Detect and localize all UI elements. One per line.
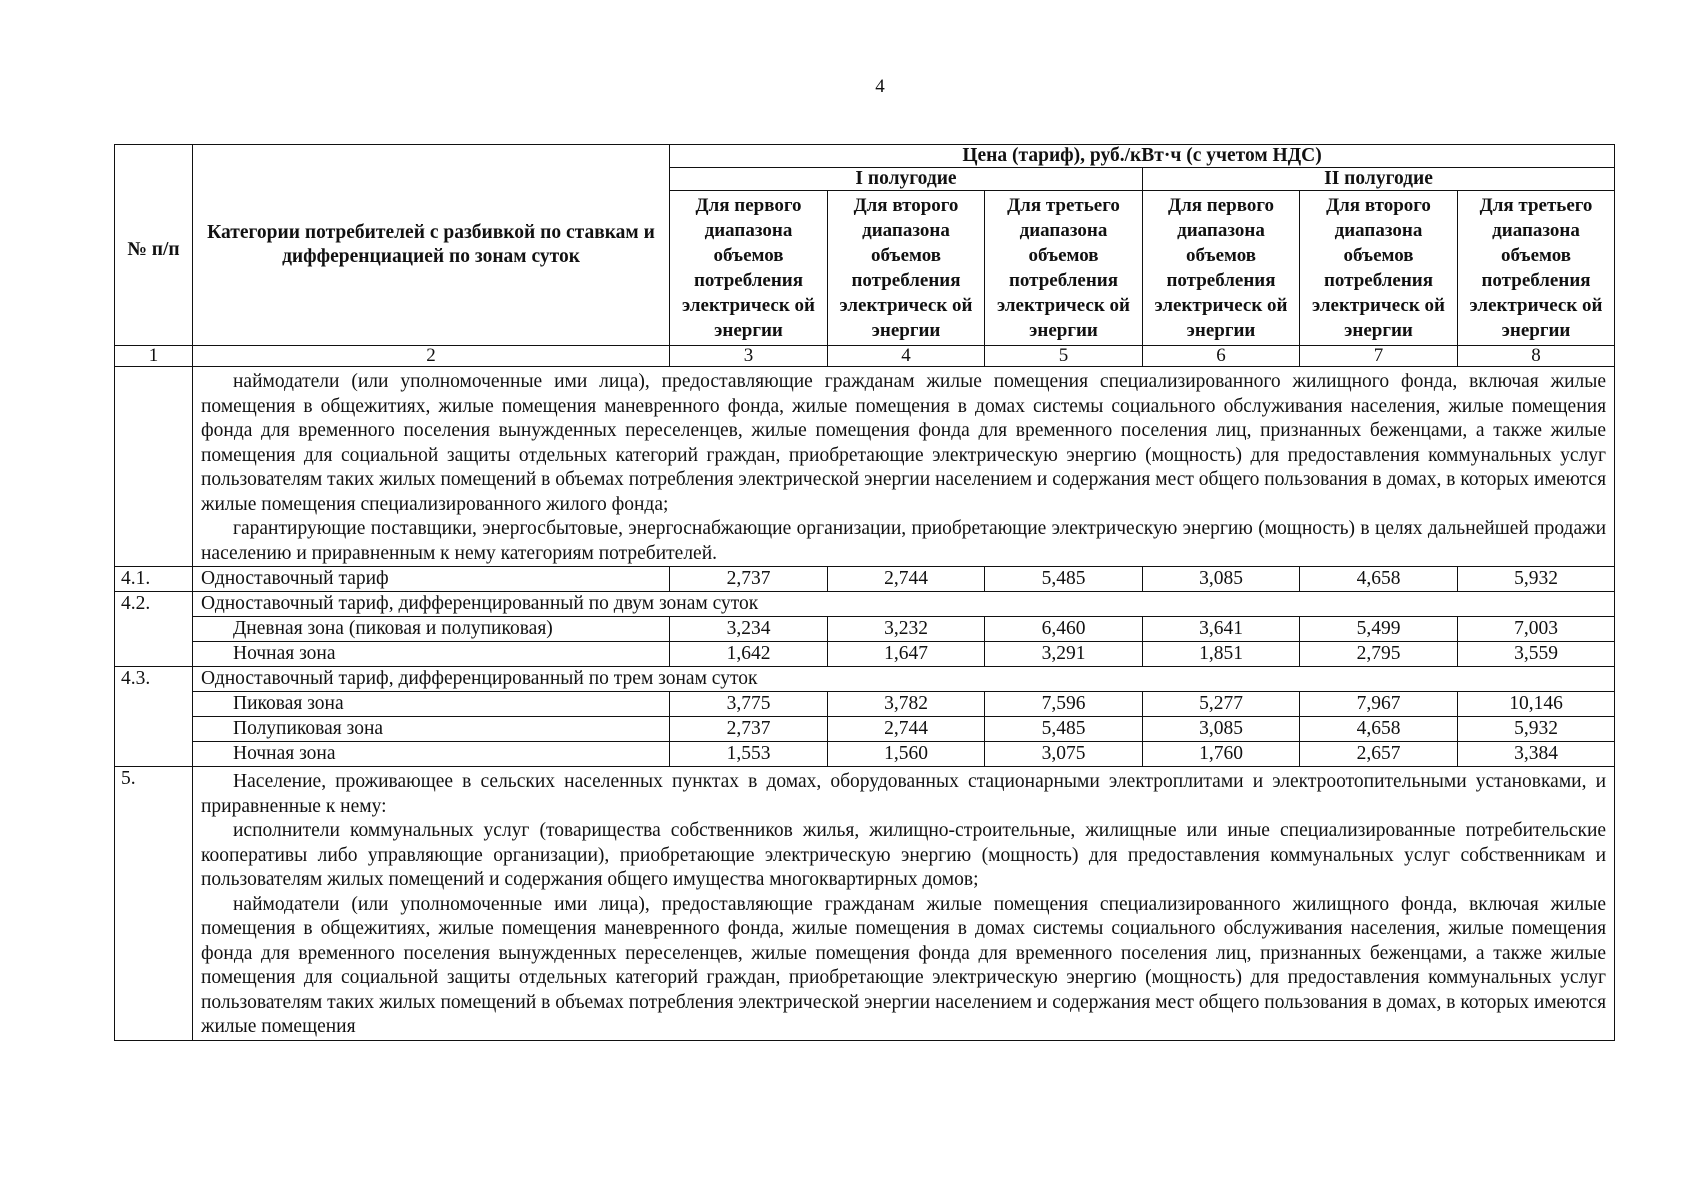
header-col-3: Для первого диапазона объемов потребления электрическ ой энергии xyxy=(670,191,828,346)
row-name: Дневная зона (пиковая и полупиковая) xyxy=(193,617,670,642)
column-index-row xyxy=(115,346,1615,367)
section-5-paragraph: исполнители коммунальных услуг (товарищества собственников жилья, жилищно-строительные, жилищные или иные специализированные потребительские кооперативы либо управляющие организации), приобретающие электрическую энергию (мощность) для предоставления коммунальных услуг собственникам и пользователям жилых помещений и содержания общего имущества многоквартирных домов; xyxy=(201,820,1607,890)
row-number: 4.3. xyxy=(115,667,193,767)
row-number: 4.2. xyxy=(115,592,193,667)
row-number: 5. xyxy=(115,767,193,1041)
row-name: Одноставочный тариф, дифференцированный по двум зонам суток xyxy=(193,592,1615,617)
table-row xyxy=(115,567,1615,592)
table-row xyxy=(115,642,1615,667)
row-name: Ночная зона xyxy=(193,742,670,767)
tariff-value: 2,744 xyxy=(828,717,985,742)
header-half-2: II полугодие xyxy=(1143,168,1615,191)
table-row xyxy=(115,592,1615,617)
tariff-value: 2,744 xyxy=(828,567,985,592)
tariff-value: 3,384 xyxy=(1458,742,1615,767)
tariff-value: 7,967 xyxy=(1300,692,1458,717)
column-index: 3 xyxy=(670,346,828,367)
section-5-text xyxy=(193,767,1615,1041)
tariff-value: 5,485 xyxy=(985,717,1143,742)
section-5-row xyxy=(115,767,1615,1041)
column-index: 5 xyxy=(985,346,1143,367)
tariff-value: 3,782 xyxy=(828,692,985,717)
tariff-value: 7,003 xyxy=(1458,617,1615,642)
tariff-value: 1,553 xyxy=(670,742,828,767)
section-5-paragraph: наймодатели (или уполномоченные ими лица), предоставляющие гражданам жилые помещения специализированного жилищного фонда, включая жилые помещения в общежитиях, жилые помещения маневренного фонда, жилые помещения в домах системы социального обслуживания населения, жилые помещения фонда для временного поселения вынужденных переселенцев, жилые помещения фонда для временного поселения лиц, признанных беженцами, а также жилые помещения для социальной защиты отдельных категорий граждан, приобретающие электрическую энергию (мощность) для предоставления коммунальных услуг пользователям таких жилых помещений в объемах потребления электрической энергии населением и содержания мест общего пользования в домах, в которых имеются жилые помещения xyxy=(201,893,1607,1037)
row-name: Полупиковая зона xyxy=(193,717,670,742)
table-row xyxy=(115,717,1615,742)
header-col-6: Для первого диапазона объемов потребления электрическ ой энергии xyxy=(1143,191,1300,346)
tariff-value: 2,795 xyxy=(1300,642,1458,667)
header-price: Цена (тариф), руб./кВт·ч (с учетом НДС) xyxy=(670,145,1615,168)
column-index: 4 xyxy=(828,346,985,367)
tariff-value: 1,642 xyxy=(670,642,828,667)
intro-paragraph: наймодатели (или уполномоченные ими лица), предоставляющие гражданам жилые помещения специализированного жилищного фонда, включая жилые помещения в общежитиях, жилые помещения маневренного фонда, жилые помещения в домах системы социального обслуживания населения, жилые помещения фонда для временного поселения вынужденных переселенцев, жилые помещения фонда для временного поселения лиц, признанных беженцами, а также жилые помещения для социальной защиты отдельных категорий граждан, приобретающие электрическую энергию (мощность) для предоставления коммунальных услуг пользователям таких жилых помещений в объемах потребления электрической энергии населением и содержания мест общего пользования в домах, в которых имеются жилые помещения специализированного жилого фонда; xyxy=(201,371,1607,515)
row-name: Ночная зона xyxy=(193,642,670,667)
page-number: 4 xyxy=(875,76,885,97)
column-index: 2 xyxy=(193,346,670,367)
tariff-value: 2,657 xyxy=(1300,742,1458,767)
tariff-value: 5,499 xyxy=(1300,617,1458,642)
column-index: 8 xyxy=(1458,346,1615,367)
tariff-value: 3,075 xyxy=(985,742,1143,767)
tariff-value: 1,560 xyxy=(828,742,985,767)
tariff-value: 5,932 xyxy=(1458,567,1615,592)
header-col-5: Для третьего диапазона объемов потребления электрическ ой энергии xyxy=(985,191,1143,346)
tariff-value: 1,647 xyxy=(828,642,985,667)
table-row xyxy=(115,742,1615,767)
tariff-value: 7,596 xyxy=(985,692,1143,717)
table-row xyxy=(115,692,1615,717)
tariff-value: 4,658 xyxy=(1300,567,1458,592)
header-col-7: Для второго диапазона объемов потребления электрическ ой энергии xyxy=(1300,191,1458,346)
tariff-value: 3,291 xyxy=(985,642,1143,667)
tariff-value: 1,760 xyxy=(1143,742,1300,767)
header-col-8: Для третьего диапазона объемов потребления электрическ ой энергии xyxy=(1458,191,1615,346)
table-row xyxy=(115,667,1615,692)
intro-text-row xyxy=(115,367,1615,567)
tariff-value: 5,485 xyxy=(985,567,1143,592)
tariff-value: 1,851 xyxy=(1143,642,1300,667)
row-name: Пиковая зона xyxy=(193,692,670,717)
section-5-paragraph: Население, проживающее в сельских населенных пунктах в домах, оборудованных стационарными электроплитами и электроотопительными установками, и приравненные к нему: xyxy=(201,771,1607,817)
tariff-value: 5,277 xyxy=(1143,692,1300,717)
column-index: 7 xyxy=(1300,346,1458,367)
tariff-value: 3,559 xyxy=(1458,642,1615,667)
tariff-value: 3,641 xyxy=(1143,617,1300,642)
tariff-value: 6,460 xyxy=(985,617,1143,642)
row-name: Одноставочный тариф, дифференцированный по трем зонам суток xyxy=(193,667,1615,692)
table-row xyxy=(115,617,1615,642)
empty-num-cell xyxy=(115,367,193,567)
row-name: Одноставочный тариф xyxy=(193,567,670,592)
header-col-4: Для второго диапазона объемов потребления электрическ ой энергии xyxy=(828,191,985,346)
tariff-value: 3,232 xyxy=(828,617,985,642)
row-number: 4.1. xyxy=(115,567,193,592)
tariff-value: 2,737 xyxy=(670,717,828,742)
header-category: Категории потребителей с разбивкой по ставкам и дифференциацией по зонам суток xyxy=(193,145,670,346)
tariff-value: 3,775 xyxy=(670,692,828,717)
tariff-value: 4,658 xyxy=(1300,717,1458,742)
intro-text xyxy=(193,367,1615,567)
tariff-value: 3,085 xyxy=(1143,567,1300,592)
header-num: № п/п xyxy=(115,145,193,346)
tariff-value: 5,932 xyxy=(1458,717,1615,742)
header-half-1: I полугодие xyxy=(670,168,1143,191)
tariff-value: 10,146 xyxy=(1458,692,1615,717)
tariff-value: 2,737 xyxy=(670,567,828,592)
intro-paragraph: гарантирующие поставщики, энергосбытовые, энергоснабжающие организации, приобретающие электрическую энергию (мощность) в целях дальнейшей продажи населению и приравненным к нему категориям потребителей. xyxy=(201,518,1607,564)
tariff-value: 3,085 xyxy=(1143,717,1300,742)
column-index: 6 xyxy=(1143,346,1300,367)
tariff-table xyxy=(114,144,1615,1041)
tariff-value: 3,234 xyxy=(670,617,828,642)
column-index: 1 xyxy=(115,346,193,367)
